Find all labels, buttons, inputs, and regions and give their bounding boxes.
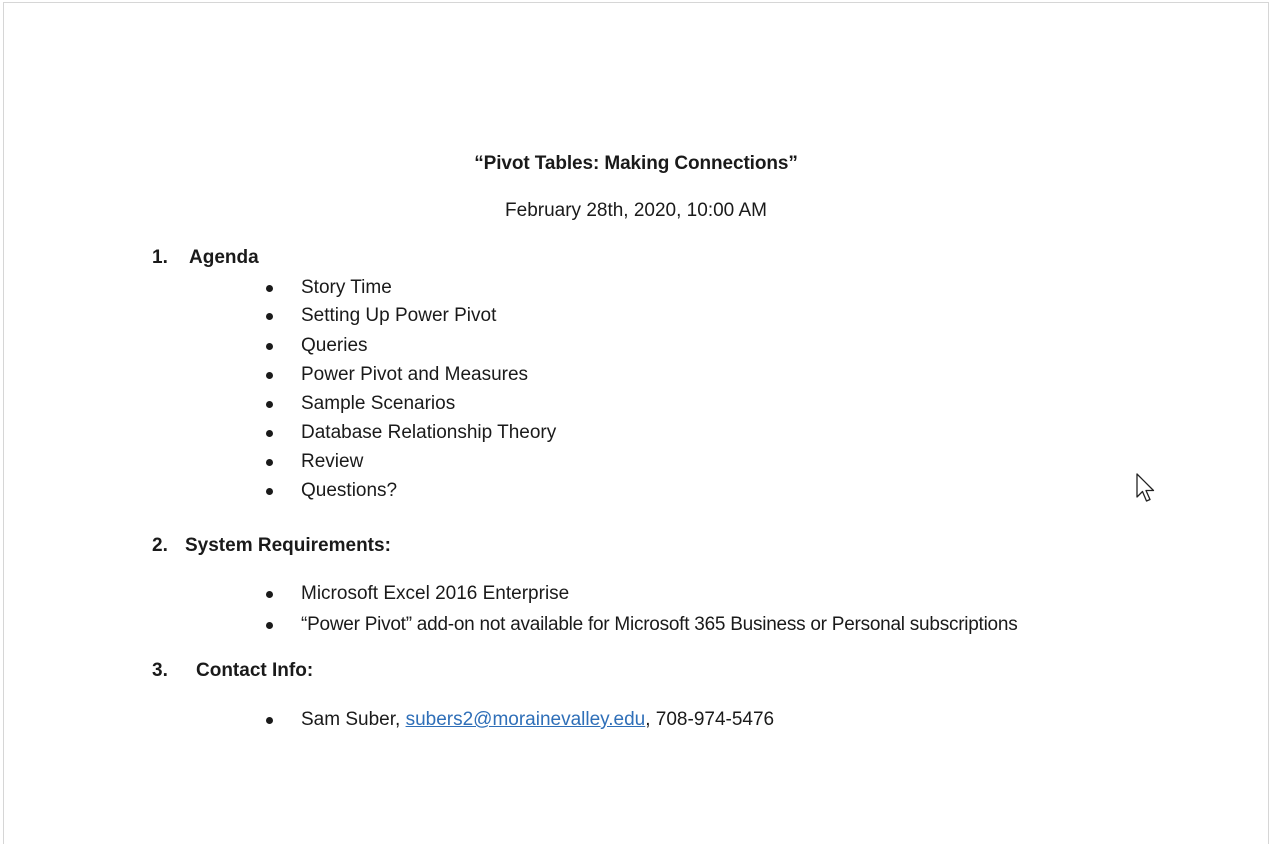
- section-heading-system-requirements: [152, 535, 391, 557]
- contact-name: Sam Suber,: [301, 709, 406, 730]
- bullet-icon: [266, 401, 273, 408]
- bullet-icon: [266, 285, 273, 292]
- list-item-text: Setting Up Power Pivot: [301, 305, 497, 326]
- document-date: February 28th, 2020, 10:00 AM: [505, 200, 767, 221]
- list-item-text: Power Pivot and Measures: [301, 364, 529, 385]
- list-item-text: Sample Scenarios: [301, 393, 456, 414]
- list-item-text: Queries: [301, 335, 368, 356]
- contact-text: [301, 708, 774, 732]
- section-number: 3.: [152, 660, 168, 681]
- bullet-icon: [266, 622, 273, 629]
- bullet-icon: [266, 488, 273, 495]
- section-title: System Requirements:: [185, 535, 391, 556]
- bullet-icon: [266, 591, 273, 598]
- section-title: Contact Info:: [196, 660, 314, 681]
- bullet-icon: [266, 313, 273, 320]
- section-number: 2.: [152, 535, 168, 556]
- section-number: 1.: [152, 247, 168, 268]
- bullet-icon: [266, 717, 273, 724]
- list-item-text: Microsoft Excel 2016 Enterprise: [301, 583, 570, 604]
- section-title: Agenda: [189, 247, 259, 268]
- bullet-icon: [266, 459, 273, 466]
- bullet-icon: [266, 372, 273, 379]
- list-item-text: Story Time: [301, 277, 392, 298]
- section-heading-contact-info: [152, 660, 313, 682]
- list-item-text: “Power Pivot” add-on not available for Microsoft 365 Business or Personal subscriptions: [301, 614, 1018, 635]
- mouse-pointer-icon: [1136, 473, 1156, 505]
- section-heading-agenda: [152, 247, 259, 269]
- list-item-text: Questions?: [301, 480, 398, 501]
- list-item-text: Database Relationship Theory: [301, 422, 557, 443]
- contact-phone: , 708-974-5476: [645, 709, 775, 730]
- document-title: “Pivot Tables: Making Connections”: [474, 153, 798, 174]
- email-link[interactable]: subers2@morainevalley.edu: [405, 709, 646, 730]
- bullet-icon: [266, 430, 273, 437]
- bullet-icon: [266, 343, 273, 350]
- list-item-text: Review: [301, 451, 364, 472]
